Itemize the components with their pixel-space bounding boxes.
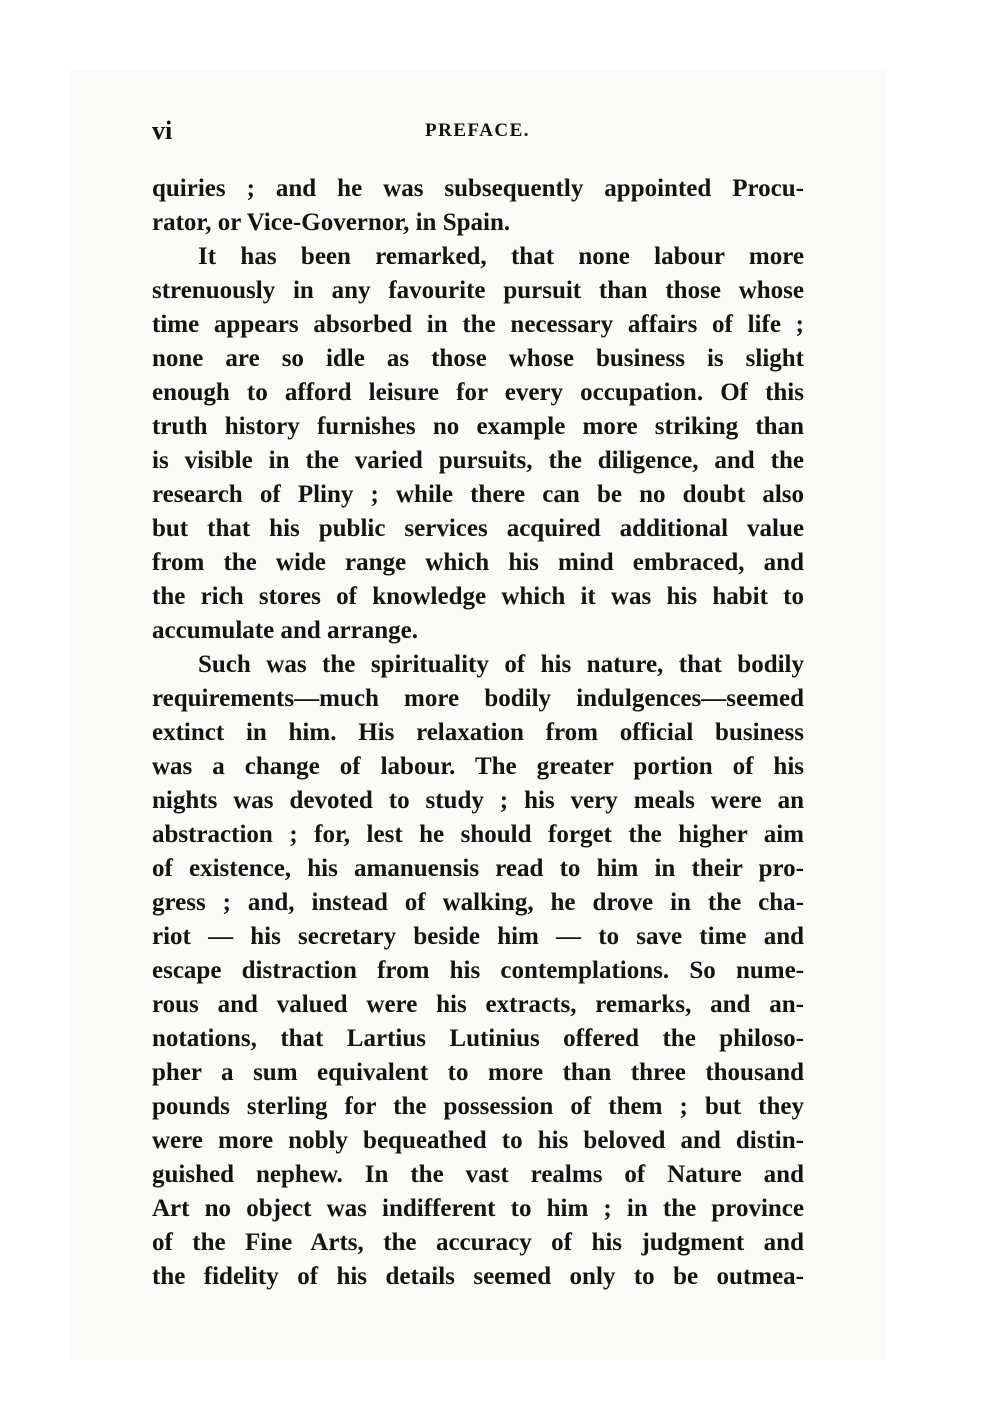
text-line: truth history furnishes no example more striking than xyxy=(152,413,804,440)
text-line: the fidelity of his details seemed only to be outmea- xyxy=(152,1263,804,1290)
text-line: extinct in him. His relaxation from official business xyxy=(152,719,804,746)
text-line: from the wide range which his mind embraced, and xyxy=(152,549,804,576)
text-line: escape distraction from his contemplations. So nume- xyxy=(152,957,804,984)
text-line: pounds sterling for the possession of them ; but they xyxy=(152,1093,804,1120)
text-line: riot — his secretary beside him — to save time and xyxy=(152,923,804,950)
text-line: of the Fine Arts, the accuracy of his judgment and xyxy=(152,1229,804,1256)
text-line: quiries ; and he was subsequently appointed Procu- xyxy=(152,175,804,202)
text-line: abstraction ; for, lest he should forget the higher aim xyxy=(152,821,804,848)
text-line: the rich stores of knowledge which it was his habit to xyxy=(152,583,804,610)
text-line: notations, that Lartius Lutinius offered the philoso- xyxy=(152,1025,804,1052)
text-line: Art no object was indifferent to him ; in the province xyxy=(152,1195,804,1222)
text-line: guished nephew. In the vast realms of Nature and xyxy=(152,1161,804,1188)
text-line: It has been remarked, that none labour more xyxy=(198,243,804,270)
text-line: time appears absorbed in the necessary affairs of life ; xyxy=(152,311,804,338)
text-line: is visible in the varied pursuits, the diligence, and the xyxy=(152,447,804,474)
body-text xyxy=(152,172,804,1294)
text-line: of existence, his amanuensis read to him in their pro- xyxy=(152,855,804,882)
text-line: none are so idle as those whose business is slight xyxy=(152,345,804,372)
text-line: pher a sum equivalent to more than three thousand xyxy=(152,1059,804,1086)
text-line: requirements—much more bodily indulgences—seemed xyxy=(152,685,804,712)
text-line: rous and valued were his extracts, remarks, and an- xyxy=(152,991,804,1018)
running-title: PREFACE. xyxy=(425,120,531,141)
text-line: strenuously in any favourite pursuit than those whose xyxy=(152,277,804,304)
text-line: Such was the spirituality of his nature, that bodily xyxy=(198,651,804,678)
text-line: research of Pliny ; while there can be no doubt also xyxy=(152,481,804,508)
text-line: but that his public services acquired additional value xyxy=(152,515,804,542)
text-line: gress ; and, instead of walking, he drove in the cha- xyxy=(152,889,804,916)
text-line: was a change of labour. The greater portion of his xyxy=(152,753,804,780)
text-line: were more nobly bequeathed to his beloved and distin- xyxy=(152,1127,804,1154)
text-line: enough to afford leisure for every occupation. Of this xyxy=(152,379,804,406)
text-line: accumulate and arrange. xyxy=(152,617,418,644)
page-number: vi xyxy=(152,116,173,145)
text-line: rator, or Vice-Governor, in Spain. xyxy=(152,209,511,236)
text-line: nights was devoted to study ; his very meals were an xyxy=(152,787,804,814)
